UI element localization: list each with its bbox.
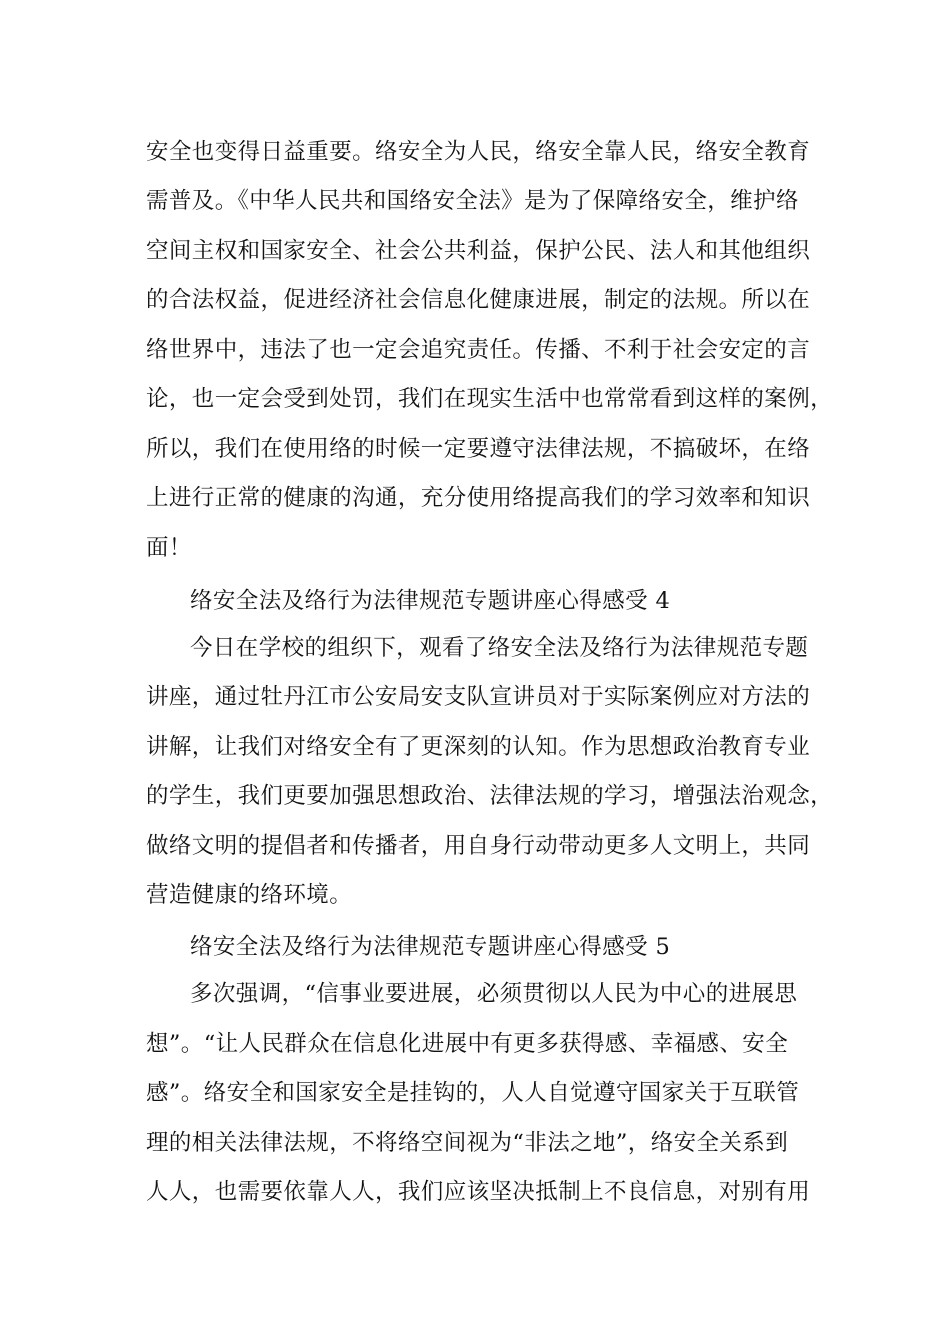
section-heading: 络安全法及络行为法律规范专题讲座心得感受 4 — [190, 588, 671, 614]
body-text-line: 讲座，通过牡丹江市公安局安支队宣讲员对于实际案例应对方法的 — [146, 684, 811, 710]
paragraph-first-line: 今日在学校的组织下，观看了络安全法及络行为法律规范专题 — [190, 635, 809, 661]
paragraph-first-line: 多次强调，“信事业要进展，必须贯彻以人民为中心的进展思 — [190, 981, 798, 1007]
body-text-line: 理的相关法律法规，不将络空间视为“非法之地”，络安全关系到 — [146, 1130, 789, 1156]
body-text-line: 所以，我们在使用络的时候一定要遵守法律法规，不搞破坏，在络 — [146, 436, 811, 462]
body-text-line: 人人，也需要依靠人人，我们应该坚决抵制上不良信息，对别有用 — [146, 1179, 811, 1205]
section-heading: 络安全法及络行为法律规范专题讲座心得感受 5 — [190, 934, 671, 960]
body-text-line: 讲解，让我们对络安全有了更深刻的认知。作为思想政治教育专业 — [146, 734, 811, 760]
body-text-line: 需普及。《中华人民共和国络安全法》是为了保障络安全，维护络 — [146, 188, 799, 214]
body-text-line: 的学生，我们更要加强思想政治、法律法规的学习，增强法治观念， — [146, 783, 834, 809]
body-text-line: 安全也变得日益重要。络安全为人民，络安全靠人民，络安全教育 — [146, 139, 811, 165]
body-text-line: 论，也一定会受到处罚，我们在现实生活中也常常看到这样的案例， — [146, 386, 834, 412]
body-text-line: 络世界中，违法了也一定会追究责任。传播、不利于社会安定的言 — [146, 337, 811, 363]
body-text-line: 做络文明的提倡者和传播者，用自身行动带动更多人文明上，共同 — [146, 833, 811, 859]
body-text-line: 空间主权和国家安全、社会公共利益，保护公民、法人和其他组织 — [146, 238, 811, 264]
body-text-line: 想”。“让人民群众在信息化进展中有更多获得感、幸福感、安全 — [146, 1031, 789, 1057]
body-text-line: 面！ — [146, 535, 192, 561]
body-text-line: 上进行正常的健康的沟通，充分使用络提高我们的学习效率和知识 — [146, 485, 811, 511]
body-text-line: 感”。络安全和国家安全是挂钩的，人人自觉遵守国家关于互联管 — [146, 1080, 800, 1106]
body-text-line: 营造健康的络环境。 — [146, 882, 353, 908]
body-text-line: 的合法权益，促进经济社会信息化健康进展，制定的法规。所以在 — [146, 287, 811, 313]
